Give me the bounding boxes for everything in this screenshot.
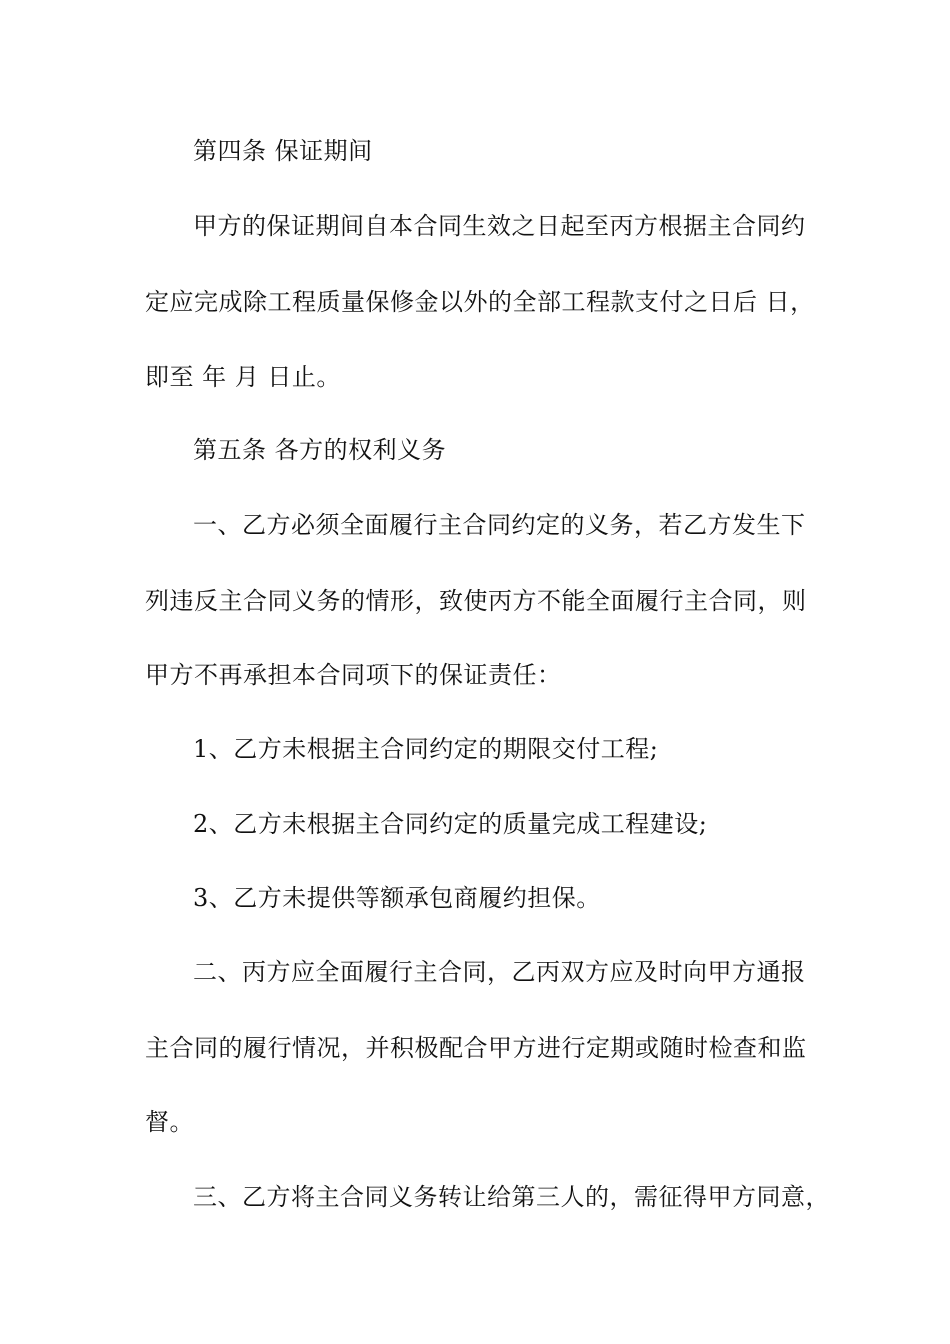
paragraph-line: 甲方不再承担本合同项下的保证责任： [145, 661, 562, 689]
paragraph-line: 主合同的履行情况，并积极配合甲方进行定期或随时检查和监 [145, 1034, 807, 1062]
article-5-heading: 第五条 各方的权利义务 [193, 436, 447, 464]
list-item: 3、乙方未提供等额承包商履约担保。 [193, 884, 601, 912]
paragraph-line: 一、乙方必须全面履行主合同约定的义务，若乙方发生下 [193, 511, 806, 539]
paragraph-line: 甲方的保证期间自本合同生效之日起至丙方根据主合同约 [193, 212, 806, 240]
paragraph-line: 督。 [145, 1108, 194, 1136]
list-item: 1、乙方未根据主合同约定的期限交付工程; [193, 735, 659, 763]
paragraph-line: 定应完成除工程质量保修金以外的全部工程款支付之日后 日， [145, 288, 815, 316]
article-4-heading: 第四条 保证期间 [193, 137, 373, 165]
paragraph-line: 即至 年 月 日止。 [145, 363, 341, 391]
paragraph-line: 列违反主合同义务的情形，致使丙方不能全面履行主合同，则 [145, 587, 807, 615]
paragraph-line: 二、丙方应全面履行主合同，乙丙双方应及时向甲方通报 [193, 958, 806, 986]
list-item: 2、乙方未根据主合同约定的质量完成工程建设; [193, 810, 708, 838]
paragraph-line: 三、乙方将主合同义务转让给第三人的，需征得甲方同意， [193, 1183, 830, 1211]
